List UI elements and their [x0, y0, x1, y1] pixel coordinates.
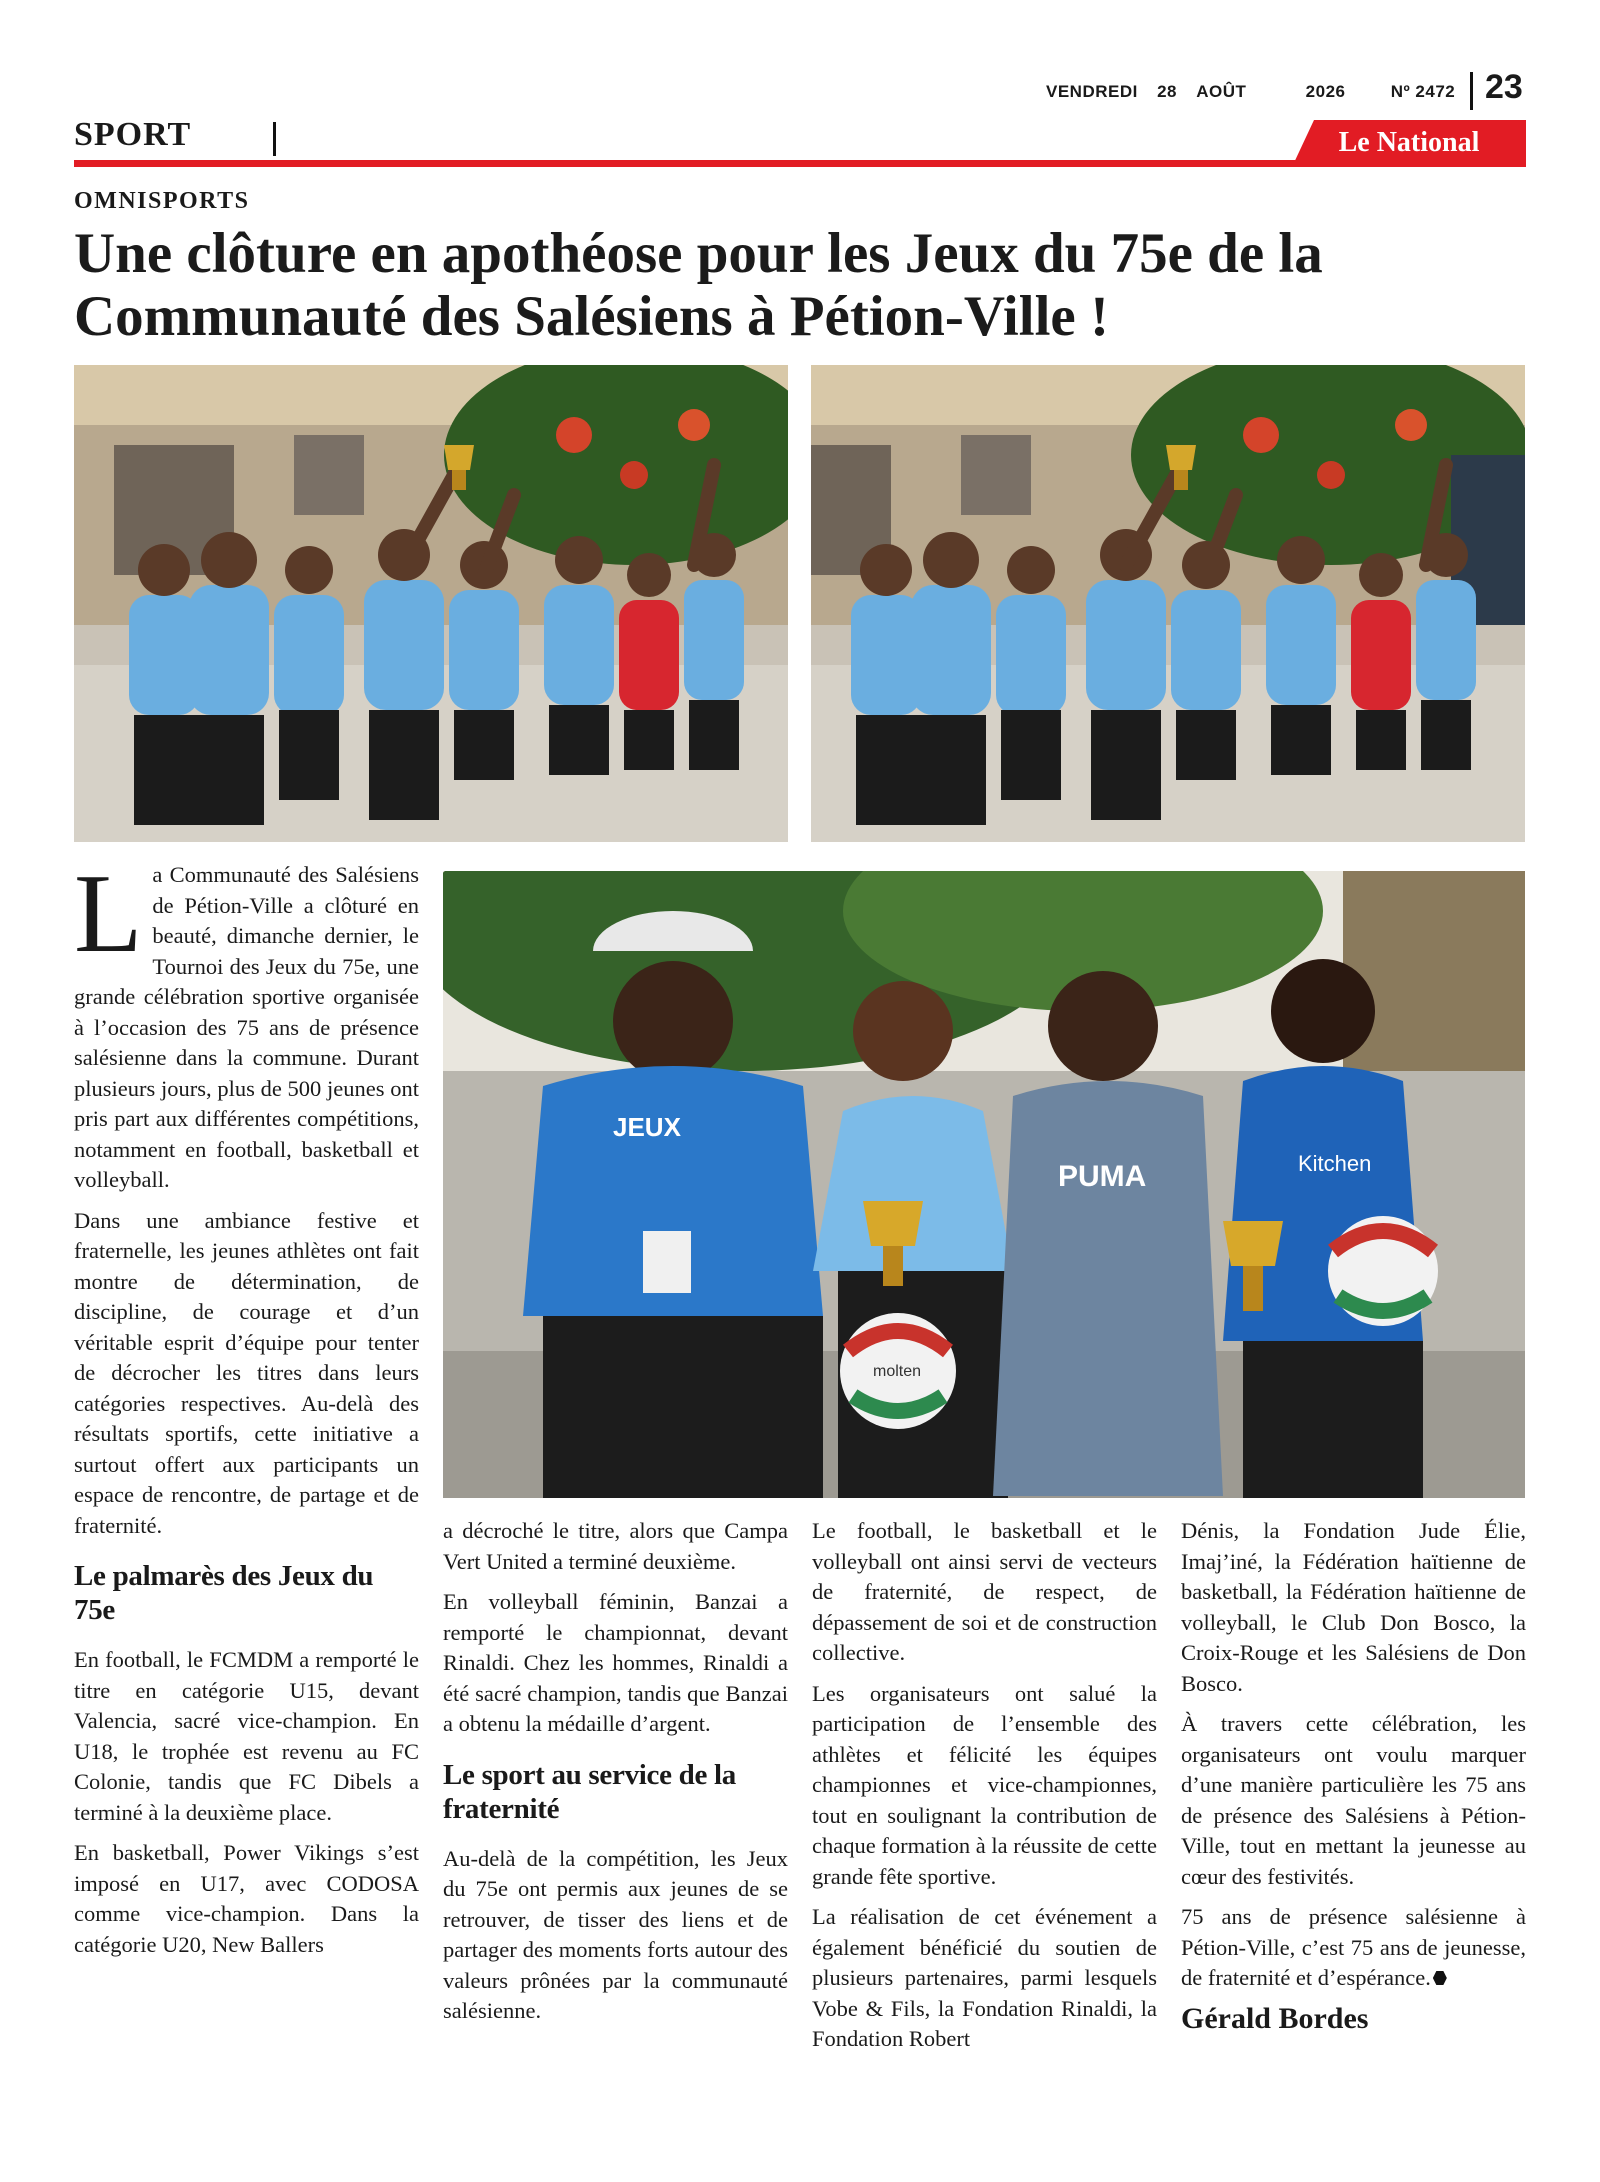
dateline — [1046, 82, 1469, 102]
article-column-2 — [443, 1516, 788, 2037]
page-number: 23 — [1485, 68, 1523, 106]
shirt-text-left: JEUX — [613, 1112, 681, 1142]
photo-champions-trophies — [443, 871, 1525, 1498]
lead-text: a Communauté des Salésiens de Pétion-Ville a clôturé en beauté, dimanche dernier, le Tournoi des Jeux du 75e, une grande célébration sportive organisée à l’occasion des 75 ans de présence salésienne dans la commune. Durant plusieurs jours, plus de 500 jeunes ont pris part aux différentes compétitions, notamment en football, basketball et volleyball. — [74, 862, 419, 1192]
section-divider — [273, 122, 276, 156]
article-column-4 — [1181, 1516, 1526, 2034]
issue-number: Nº 2472 — [1390, 82, 1456, 101]
article-column-3 — [812, 1516, 1157, 2065]
paragraph: En football, le FCMDM a remporté le titre en catégorie U15, devant Valencia, sacré vice-champion. En U18, le trophée est revenu au FC Colonie, tandis que FC Dibels a terminé à la deuxième place. — [74, 1647, 419, 1825]
dateline-month: AOÛT — [1196, 82, 1247, 101]
paragraph: Le football, le basketball et le volleyball ont ainsi servi de vecteurs de fraternité, de respect, de dépassement de soi et de construction collective. — [812, 1518, 1157, 1665]
paragraph: À travers cette célébration, les organisateurs ont voulu marquer d’une manière particulière les 75 ans de présence des Salésiens à Pétion-Ville, tout en mettant la jeunesse au cœur des festivités. — [1181, 1711, 1526, 1889]
paragraph: Les organisateurs ont salué la participation de l’ensemble des athlètes et félicité les équipes championnes et vice-championnes, tout en soulignant la contribution de chaque formation à la réussite de cette grande fête sportive. — [812, 1680, 1157, 1889]
section-title: SPORT — [74, 116, 192, 153]
header-rule — [74, 160, 1526, 167]
paragraph: La réalisation de cet événement a également bénéficié du soutien de plusieurs partenaires, parmi lesquels Vobe & Fils, la Fondation Rinaldi, la Fondation Robert — [812, 1904, 1157, 2051]
subhead-palmares: Le palmarès des Jeux du 75e — [74, 1560, 374, 1626]
subhead-sport-fraternite: Le sport au service de la fraternité — [443, 1758, 736, 1825]
page-number-divider — [1470, 72, 1473, 110]
photo-team-celebration-left — [74, 365, 788, 842]
dateline-year: 2026 — [1305, 82, 1346, 101]
paragraph: Dans une ambiance festive et fraternelle, les jeunes athlètes ont fait montre de détermination, de discipline, de courage et d’un véritable esprit d’équipe pour tenter de décrocher les titres dans leurs catégories respectives. Au-delà des résultats sportifs, cette initiative a surtout offert aux participants un espace de rencontre, de partage et de fraternité. — [74, 1207, 419, 1538]
ball-text: molten — [873, 1363, 922, 1380]
author-byline: Gérald Bordes — [1181, 2001, 1369, 2035]
end-mark-icon — [1433, 1971, 1447, 1985]
shirt-text-mid: PUMA — [1058, 1160, 1147, 1193]
paragraph: Dénis, la Fondation Jude Élie, Imaj’iné, la Fédération haïtienne de basketball, la Fédération haïtienne de volleyball, le Club Don Bosco, la Croix-Rouge et les Salésiens de Don Bosco. — [1181, 1518, 1526, 1696]
paragraph: a décroché le titre, alors que Campa Vert United a terminé deuxième. — [443, 1518, 788, 1574]
article-kicker: OMNISPORTS — [74, 188, 250, 214]
paragraph: En volleyball féminin, Banzai a remporté le championnat, devant Rinaldi. Chez les hommes, Rinaldi a été sacré champion, tandis que Banzai a obtenu la médaille d’argent. — [443, 1589, 788, 1736]
dateline-day: VENDREDI — [1046, 82, 1138, 101]
paragraph-lead — [74, 852, 419, 1196]
closing-text: 75 ans de présence salésienne à Pétion-Ville, c’est 75 ans de jeunesse, de fraternité et d’espérance. — [1181, 1904, 1526, 1990]
drop-cap: L — [74, 852, 143, 976]
dateline-date: 28 — [1157, 82, 1178, 101]
article-column-1 — [74, 852, 419, 1970]
shirt-text-right: Kitchen — [1298, 1151, 1372, 1176]
paragraph: En basketball, Power Vikings s’est imposé en U17, avec CODOSA comme vice-champion. Dans la catégorie U20, New Ballers — [74, 1840, 419, 1957]
article-headline: Une clôture en apothéose pour les Jeux du 75e de la Communauté des Salésiens à Pétion-Ville ! — [74, 222, 1323, 348]
paragraph: Au-delà de la compétition, les Jeux du 75e ont permis aux jeunes de se retrouver, de tisser des liens et de partager des moments forts autour des valeurs prônées par la communauté salésienne. — [443, 1845, 788, 2023]
paragraph-closing — [1181, 1902, 1526, 1994]
brand-label: Le National — [1338, 127, 1480, 158]
photo-team-celebration-right — [811, 365, 1525, 842]
